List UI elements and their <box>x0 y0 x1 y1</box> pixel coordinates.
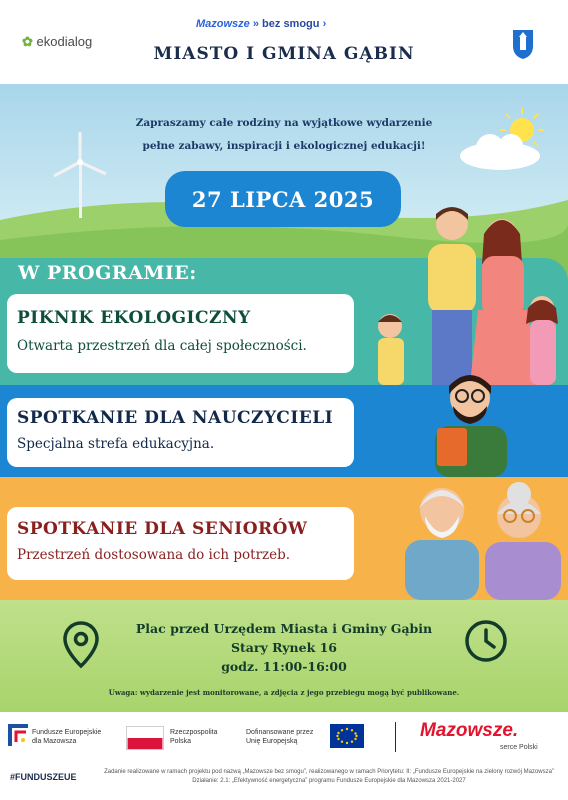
funding-disclaimer: Zadanie realizowane w ramach projektu pod nazwą „Mazowsze bez smogu”, realizowanego w ramach Priorytetu: II: „Fundusze Europejskie na zielony rozwój Mazowsza” Działanie: 2.1: „Efektywność energetyczna” programu Fundusze Europejskie dla Mazowsza 2021-2027 <box>104 769 554 784</box>
program-item-seniors <box>7 507 354 580</box>
location-address: Stary Rynek 16 <box>231 640 337 655</box>
hashtag: #FUNDUSZEUE <box>10 772 77 782</box>
intro-line-2: pełne zabawy, inspiracji i ekologicznej edukacji! <box>142 140 426 152</box>
family-illustration <box>370 200 568 385</box>
page-title: MIASTO I GMINA GĄBIN <box>153 44 415 64</box>
eu-flag-icon <box>330 724 364 748</box>
eu-funding-text: Dofinansowane przez Unię Europejską <box>246 729 314 745</box>
fundusze-europejskie-logo <box>8 722 30 748</box>
monitoring-notice: Uwaga: wydarzenie jest monitorowane, a zdjęcia z jego przebiegu mogą być publikowane. <box>108 688 460 697</box>
seniors-illustration <box>397 478 568 600</box>
event-location <box>100 619 468 676</box>
town-crest-icon <box>511 28 535 60</box>
program-item-subtitle: Otwarta przestrzeń dla całej społeczności. <box>17 338 307 354</box>
program-title: W PROGRAMIE: <box>18 262 197 284</box>
location-place: Plac przed Urzędem Miasta i Gminy Gąbin <box>135 621 433 636</box>
fundusze-europejskie-text: Fundusze Europejskie dla Mazowsza <box>32 729 102 745</box>
polish-flag-icon <box>126 726 164 750</box>
program-item-picnic <box>7 294 354 373</box>
divider <box>395 722 396 752</box>
location-pin-icon <box>62 620 100 670</box>
mazowsze-logo: Mazowsze. <box>420 720 519 741</box>
program-item-subtitle: Specjalna strefa edukacyjna. <box>17 436 215 452</box>
mazowsze-tagline: serce Polski <box>500 744 538 751</box>
event-hours: godz. 11:00-16:00 <box>221 659 347 674</box>
event-date: 27 LIPCA 2025 <box>165 171 401 227</box>
program-item-title: SPOTKANIE DLA NAUCZYCIELI <box>17 408 334 428</box>
teacher-illustration <box>415 368 525 477</box>
ekodialog-logo: ✿ ekodialog <box>22 34 93 49</box>
rzeczpospolita-text: Rzeczpospolita Polska <box>170 729 218 745</box>
program-item-subtitle: Przestrzeń dostosowana do ich potrzeb. <box>17 547 291 563</box>
program-item-title: SPOTKANIE DLA SENIORÓW <box>17 519 308 539</box>
intro-line-1: Zapraszamy całe rodziny na wyjątkowe wydarzenie <box>135 117 433 129</box>
clock-icon <box>464 619 508 663</box>
program-item-teachers <box>7 398 354 467</box>
program-item-title: PIKNIK EKOLOGICZNY <box>17 308 251 328</box>
mazowsze-bez-smogu-logo: Mazowsze » bez smogu › <box>196 18 327 30</box>
